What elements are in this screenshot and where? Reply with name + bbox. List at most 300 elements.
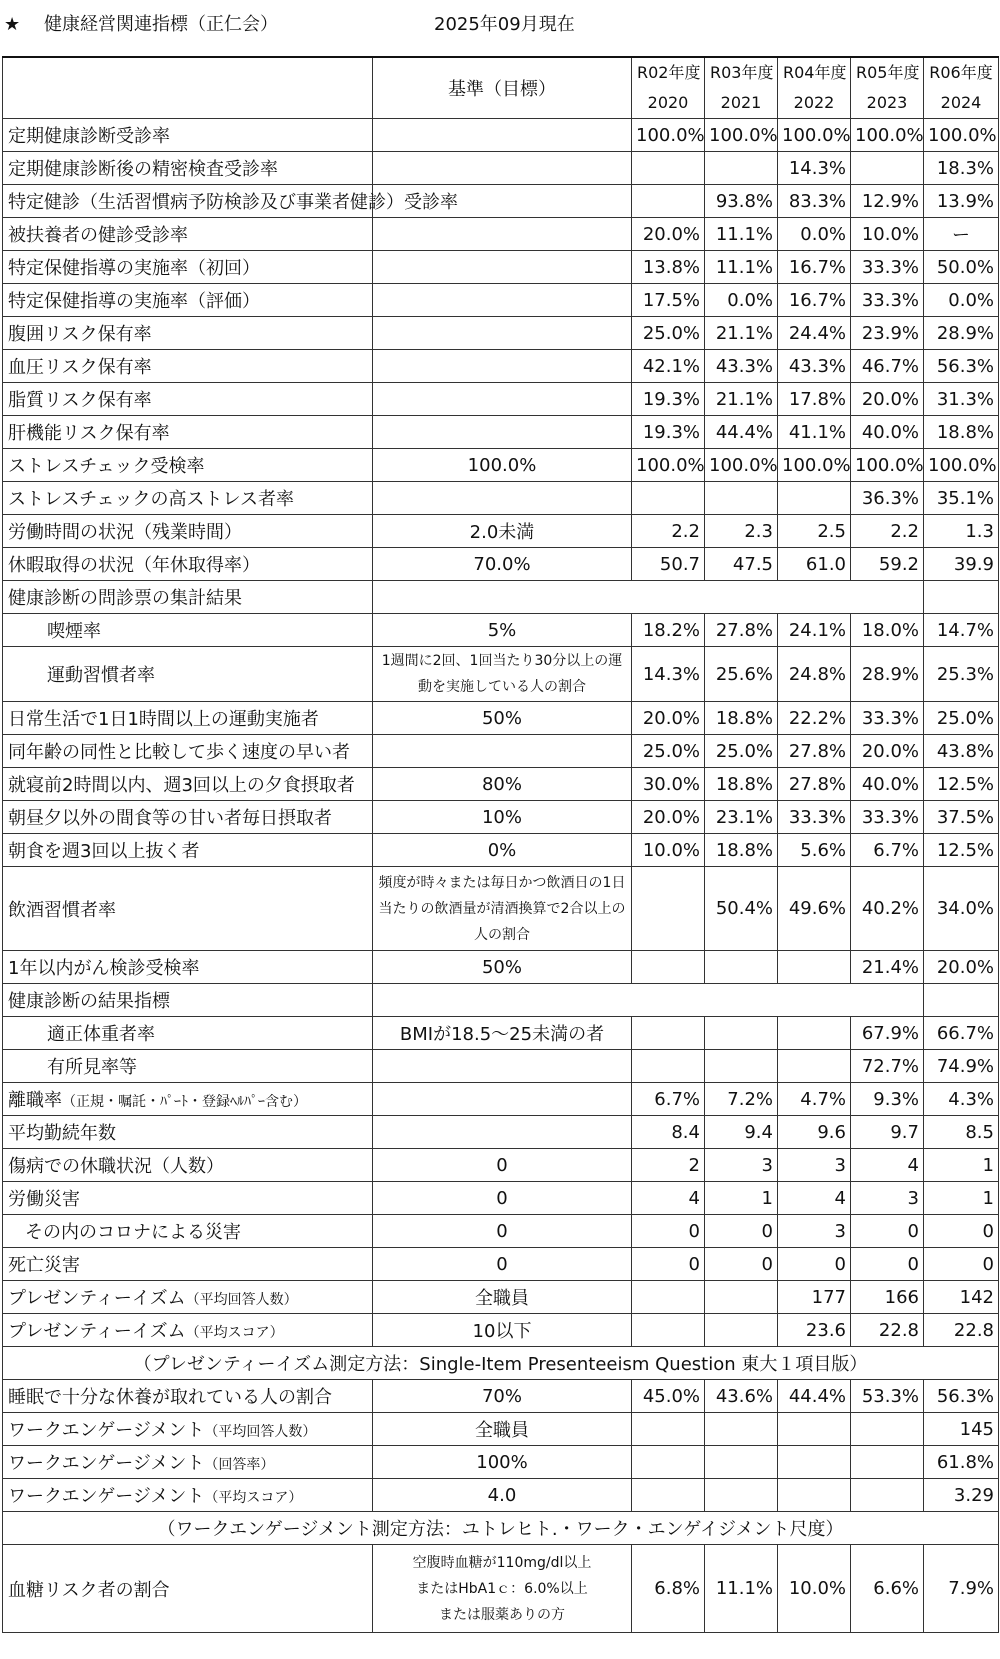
table-row — [3, 119, 999, 152]
row-standard: 50% — [373, 702, 632, 735]
row-label — [3, 1446, 373, 1479]
value-cell: 6.7% — [632, 1083, 705, 1116]
year-label: 2024 — [940, 93, 982, 112]
value-cell: 83.3% — [778, 185, 851, 218]
value-cell: 37.5% — [924, 801, 999, 834]
row-standard: 2.0未満 — [373, 515, 632, 548]
value-cell: 0.0% — [705, 284, 778, 317]
value-cell: 4 — [632, 1182, 705, 1215]
row-label-note: （平均回答人数） — [204, 1424, 317, 1440]
row-standard: 全職員 — [373, 1281, 632, 1314]
value-cell: 2.5 — [778, 515, 851, 548]
value-cell: 0 — [924, 1215, 999, 1248]
table-row — [3, 152, 999, 185]
value-cell: 44.4% — [705, 416, 778, 449]
value-cell: 12.5% — [924, 834, 999, 867]
value-cell: 40.0% — [851, 768, 924, 801]
year-label: 2023 — [866, 93, 908, 112]
value-cell: 2.3 — [705, 515, 778, 548]
row-label — [3, 1281, 373, 1314]
value-cell: 25.0% — [924, 702, 999, 735]
value-cell: 43.8% — [924, 735, 999, 768]
star-icon: ★ — [4, 14, 21, 35]
row-label-text: 1年以内がん検診受検率 — [8, 958, 200, 979]
table-row — [3, 449, 999, 482]
row-standard: 1週間に2回、1回当たり30分以上の運動を実施している人の割合 — [373, 647, 632, 702]
row-label-text: 運動習慣者率 — [47, 665, 155, 686]
value-cell: 7.2% — [705, 1083, 778, 1116]
value-cell: 20.0% — [851, 383, 924, 416]
value-cell: 25.0% — [705, 735, 778, 768]
table-row — [3, 548, 999, 581]
value-cell: 36.3% — [851, 482, 924, 515]
value-cell: 43.6% — [705, 1380, 778, 1413]
value-cell: 56.3% — [924, 350, 999, 383]
value-cell — [705, 482, 778, 515]
row-label — [3, 1182, 373, 1215]
value-cell: 0.0% — [924, 284, 999, 317]
value-cell: 18.8% — [705, 768, 778, 801]
value-cell: 23.1% — [705, 801, 778, 834]
era-label: R03年度 — [710, 63, 774, 82]
value-cell: 177 — [778, 1281, 851, 1314]
row-label — [3, 218, 373, 251]
value-cell: 6.6% — [851, 1545, 924, 1633]
row-label — [3, 1413, 373, 1446]
value-cell: 18.8% — [705, 702, 778, 735]
row-label-text: 特定保健指導の実施率（初回） — [8, 258, 260, 279]
table-row — [3, 1248, 999, 1281]
value-cell: 35.1% — [924, 482, 999, 515]
header-blank — [3, 57, 373, 119]
table-row — [3, 1149, 999, 1182]
table-row — [3, 1182, 999, 1215]
value-cell: 100.0% — [778, 119, 851, 152]
value-cell: 3 — [705, 1149, 778, 1182]
value-cell: 22.8 — [851, 1314, 924, 1347]
row-label-text: ストレスチェックの高ストレス者率 — [8, 489, 295, 510]
row-label — [3, 251, 373, 284]
value-cell — [632, 1446, 705, 1479]
table-row — [3, 515, 999, 548]
row-label — [3, 119, 373, 152]
value-cell: 59.2 — [851, 548, 924, 581]
row-label-text: 特定健診（生活習慣病予防検診及び事業者健診）受診率 — [8, 192, 458, 213]
row-standard — [373, 1083, 632, 1116]
row-label-text: 労働災害 — [8, 1189, 80, 1210]
row-standard: 0 — [373, 1248, 632, 1281]
row-label — [3, 1215, 373, 1248]
value-cell: 45.0% — [632, 1380, 705, 1413]
row-label — [3, 951, 373, 984]
row-label-note: （平均スコア） — [204, 1490, 303, 1506]
row-label-text: 定期健康診断受診率 — [8, 126, 170, 147]
table-row — [3, 867, 999, 951]
value-cell — [632, 1479, 705, 1512]
value-cell — [705, 1017, 778, 1050]
value-cell: 12.5% — [924, 768, 999, 801]
as-of-date: 2025年09月現在 — [434, 14, 575, 35]
method-note: （ワークエンゲージメント測定方法：ユトレヒト.・ワーク・エンゲイジメント尺度） — [3, 1512, 999, 1545]
value-cell: 0 — [924, 1248, 999, 1281]
row-label — [3, 702, 373, 735]
value-cell: 33.3% — [851, 284, 924, 317]
value-cell: 9.6 — [778, 1116, 851, 1149]
value-cell: 24.4% — [778, 317, 851, 350]
table-row — [3, 317, 999, 350]
row-label-text: ワークエンゲージメント — [8, 1420, 205, 1441]
value-cell: 18.2% — [632, 614, 705, 647]
value-cell: 30.0% — [632, 768, 705, 801]
value-cell: 0 — [851, 1248, 924, 1281]
value-cell — [705, 1050, 778, 1083]
section-row — [3, 984, 999, 1017]
row-standard: 100% — [373, 1446, 632, 1479]
value-cell: 27.8% — [705, 614, 778, 647]
value-cell — [778, 1479, 851, 1512]
value-cell: 39.9 — [924, 548, 999, 581]
value-cell: 50.7 — [632, 548, 705, 581]
value-cell: ー — [924, 218, 999, 251]
row-label — [3, 317, 373, 350]
value-cell: 16.7% — [778, 251, 851, 284]
value-cell: 25.0% — [632, 735, 705, 768]
value-cell — [778, 1050, 851, 1083]
value-cell: 4 — [778, 1182, 851, 1215]
value-cell: 100.0% — [778, 449, 851, 482]
row-label — [3, 383, 373, 416]
row-label — [3, 350, 373, 383]
value-cell: 2 — [632, 1149, 705, 1182]
row-standard: 4.0 — [373, 1479, 632, 1512]
row-label-note: （回答率） — [204, 1457, 275, 1473]
table-row — [3, 1446, 999, 1479]
value-cell: 8.4 — [632, 1116, 705, 1149]
value-cell — [778, 1446, 851, 1479]
row-label — [3, 735, 373, 768]
row-label-text: 朝食を週3回以上抜く者 — [8, 841, 200, 862]
row-label — [3, 614, 373, 647]
value-cell: 33.3% — [778, 801, 851, 834]
value-cell — [632, 1314, 705, 1347]
table-row — [3, 1479, 999, 1512]
value-cell: 1.3 — [924, 515, 999, 548]
row-standard: 50% — [373, 951, 632, 984]
value-cell: 10.0% — [778, 1545, 851, 1633]
table-row — [3, 416, 999, 449]
value-cell: 27.8% — [778, 735, 851, 768]
value-cell: 44.4% — [778, 1380, 851, 1413]
row-label-note: （平均スコア） — [185, 1325, 284, 1341]
value-cell: 2.2 — [851, 515, 924, 548]
era-label: R02年度 — [637, 63, 701, 82]
row-label-text: 血糖リスク者の割合 — [8, 1579, 170, 1601]
value-cell: 4.3% — [924, 1083, 999, 1116]
row-standard: 0% — [373, 834, 632, 867]
value-cell — [705, 1314, 778, 1347]
row-standard: 0 — [373, 1215, 632, 1248]
value-cell: 16.7% — [778, 284, 851, 317]
value-cell: 19.3% — [632, 383, 705, 416]
value-cell: 1 — [705, 1182, 778, 1215]
value-cell: 1 — [924, 1182, 999, 1215]
row-label — [3, 284, 373, 317]
table-row — [3, 482, 999, 515]
row-label-text: 労働時間の状況（残業時間） — [8, 522, 242, 543]
value-cell: 93.8% — [705, 185, 778, 218]
row-label — [3, 1314, 373, 1347]
value-cell — [778, 482, 851, 515]
value-cell: 3.29 — [924, 1479, 999, 1512]
table-row — [3, 647, 999, 702]
row-label-text: 朝昼夕以外の間食等の甘い者毎日摂取者 — [8, 808, 332, 829]
section-title: 健康診断の結果指標 — [3, 984, 373, 1017]
table-row — [3, 350, 999, 383]
value-cell: 20.0% — [924, 951, 999, 984]
value-cell — [632, 1413, 705, 1446]
value-cell: 3 — [778, 1149, 851, 1182]
section-title: 健康診断の問診票の集計結果 — [3, 581, 373, 614]
value-cell: 100.0% — [924, 119, 999, 152]
row-standard: 0 — [373, 1149, 632, 1182]
value-cell: 42.1% — [632, 350, 705, 383]
row-label-text: 日常生活で1日1時間以上の運動実施者 — [8, 709, 319, 730]
row-label — [3, 449, 373, 482]
value-cell: 0 — [632, 1215, 705, 1248]
value-cell: 4.7% — [778, 1083, 851, 1116]
value-cell: 40.2% — [851, 867, 924, 951]
era-label: R06年度 — [929, 63, 993, 82]
value-cell: 14.3% — [778, 152, 851, 185]
value-cell: 18.8% — [705, 834, 778, 867]
row-label-text: 離職率 — [8, 1090, 62, 1111]
value-cell: 166 — [851, 1281, 924, 1314]
row-standard: 5% — [373, 614, 632, 647]
value-cell: 3 — [778, 1215, 851, 1248]
row-label — [3, 801, 373, 834]
row-standard — [373, 152, 632, 185]
row-label-text: ワークエンゲージメント — [8, 1486, 205, 1507]
value-cell: 18.0% — [851, 614, 924, 647]
value-cell — [632, 1050, 705, 1083]
value-cell: 25.6% — [705, 647, 778, 702]
row-label — [3, 1017, 373, 1050]
value-cell — [705, 152, 778, 185]
value-cell: 1 — [924, 1149, 999, 1182]
table-row — [3, 185, 999, 218]
value-cell: 6.7% — [851, 834, 924, 867]
value-cell — [632, 867, 705, 951]
row-standard: 0 — [373, 1182, 632, 1215]
row-label-text: 脂質リスク保有率 — [8, 390, 152, 411]
value-cell: 74.9% — [924, 1050, 999, 1083]
section-blank — [924, 984, 999, 1017]
row-label — [3, 1083, 373, 1116]
value-cell — [705, 951, 778, 984]
value-cell: 4 — [851, 1149, 924, 1182]
value-cell: 23.9% — [851, 317, 924, 350]
row-standard — [373, 482, 632, 515]
year-label: 2021 — [720, 93, 762, 112]
row-standard — [373, 119, 632, 152]
health-metrics-table — [2, 56, 999, 1633]
header-year-2023 — [851, 57, 924, 119]
value-cell: 142 — [924, 1281, 999, 1314]
value-cell: 18.8% — [924, 416, 999, 449]
value-cell: 0.0% — [778, 218, 851, 251]
row-label — [3, 647, 373, 702]
table-row — [3, 614, 999, 647]
value-cell: 100.0% — [705, 119, 778, 152]
header-year-2024 — [924, 57, 999, 119]
value-cell: 33.3% — [851, 702, 924, 735]
note-row — [3, 1512, 999, 1545]
row-label — [3, 1479, 373, 1512]
row-label-text: 特定保健指導の実施率（評価） — [8, 291, 260, 312]
value-cell: 66.7% — [924, 1017, 999, 1050]
section-blank — [373, 984, 924, 1017]
value-cell — [851, 1413, 924, 1446]
value-cell: 11.1% — [705, 1545, 778, 1633]
row-label — [3, 515, 373, 548]
value-cell: 46.7% — [851, 350, 924, 383]
row-label-text: 被扶養者の健診受診率 — [8, 225, 188, 246]
value-cell: 100.0% — [924, 449, 999, 482]
value-cell — [632, 1017, 705, 1050]
value-cell: 28.9% — [851, 647, 924, 702]
value-cell — [851, 1446, 924, 1479]
value-cell: 27.8% — [778, 768, 851, 801]
row-label-text: 飲酒習慣者率 — [8, 899, 116, 921]
row-standard: BMIが18.5～25未満の者 — [373, 1017, 632, 1050]
value-cell — [851, 1479, 924, 1512]
value-cell: 100.0% — [705, 449, 778, 482]
row-label — [3, 185, 458, 218]
row-standard — [373, 251, 632, 284]
value-cell: 33.3% — [851, 801, 924, 834]
row-label — [3, 1248, 373, 1281]
table-row — [3, 1215, 999, 1248]
table-body — [3, 57, 999, 1633]
row-label — [3, 152, 373, 185]
row-standard: 70% — [373, 1380, 632, 1413]
value-cell: 14.7% — [924, 614, 999, 647]
value-cell: 34.0% — [924, 867, 999, 951]
row-standard: 10以下 — [373, 1314, 632, 1347]
row-label-text: 有所見率等 — [47, 1057, 137, 1078]
value-cell: 24.8% — [778, 647, 851, 702]
row-standard — [373, 383, 632, 416]
value-cell: 0 — [632, 1248, 705, 1281]
table-row — [3, 951, 999, 984]
table-row — [3, 1281, 999, 1314]
value-cell: 67.9% — [851, 1017, 924, 1050]
table-row — [3, 218, 999, 251]
value-cell — [632, 152, 705, 185]
value-cell: 21.1% — [705, 383, 778, 416]
value-cell: 0 — [705, 1248, 778, 1281]
row-label — [3, 1545, 373, 1633]
value-cell: 18.3% — [924, 152, 999, 185]
value-cell: 100.0% — [851, 449, 924, 482]
value-cell: 25.3% — [924, 647, 999, 702]
row-standard: 100.0% — [373, 449, 632, 482]
value-cell — [778, 951, 851, 984]
value-cell: 14.3% — [632, 647, 705, 702]
row-standard — [373, 1545, 632, 1633]
era-label: R05年度 — [856, 63, 920, 82]
standard-line: または服薬ありの方 — [439, 1606, 565, 1623]
section-row — [3, 581, 999, 614]
row-label-note: （平均回答人数） — [185, 1292, 298, 1308]
value-cell: 24.1% — [778, 614, 851, 647]
value-cell: 2.2 — [632, 515, 705, 548]
value-cell: 0 — [851, 1215, 924, 1248]
note-row — [3, 1347, 999, 1380]
header-year-2021 — [705, 57, 778, 119]
value-cell: 28.9% — [924, 317, 999, 350]
value-cell — [778, 1413, 851, 1446]
row-standard — [373, 350, 632, 383]
value-cell: 3 — [851, 1182, 924, 1215]
table-row — [3, 383, 999, 416]
row-label-text: プレゼンティーイズム — [8, 1288, 186, 1309]
row-label-text: 死亡災害 — [8, 1255, 80, 1276]
value-cell: 61.8% — [924, 1446, 999, 1479]
year-label: 2020 — [647, 93, 689, 112]
row-label-text: 就寝前2時間以内、週3回以上の夕食摂取者 — [8, 775, 355, 796]
value-cell: 19.3% — [632, 416, 705, 449]
row-label — [3, 834, 373, 867]
table-row — [3, 284, 999, 317]
value-cell: 21.1% — [705, 317, 778, 350]
table-row — [3, 1380, 999, 1413]
era-label: R04年度 — [783, 63, 847, 82]
header-year-2020 — [632, 57, 705, 119]
row-label — [3, 768, 373, 801]
value-cell: 33.3% — [851, 251, 924, 284]
value-cell — [778, 1017, 851, 1050]
year-label: 2022 — [793, 93, 835, 112]
row-standard: 10% — [373, 801, 632, 834]
table-row — [3, 1116, 999, 1149]
value-cell: 43.3% — [778, 350, 851, 383]
row-label — [3, 416, 373, 449]
value-cell — [705, 1413, 778, 1446]
value-cell: 20.0% — [851, 735, 924, 768]
value-cell: 10.0% — [632, 834, 705, 867]
value-cell: 50.4% — [705, 867, 778, 951]
value-cell: 17.5% — [632, 284, 705, 317]
row-label-text: 肝機能リスク保有率 — [8, 423, 170, 444]
value-cell: 25.0% — [632, 317, 705, 350]
row-label-text: 喫煙率 — [47, 621, 101, 642]
standard-line: 空腹時血糖が110mg/dl以上 — [412, 1554, 592, 1571]
table-row — [3, 801, 999, 834]
value-cell: 12.9% — [851, 185, 924, 218]
value-cell: 21.4% — [851, 951, 924, 984]
value-cell: 22.8 — [924, 1314, 999, 1347]
row-label — [3, 548, 373, 581]
row-label-text: 定期健康診断後の精密検査受診率 — [8, 159, 278, 180]
document-title — [4, 10, 994, 40]
value-cell: 50.0% — [924, 251, 999, 284]
value-cell: 100.0% — [632, 119, 705, 152]
value-cell — [705, 1479, 778, 1512]
value-cell — [705, 1281, 778, 1314]
value-cell: 17.8% — [778, 383, 851, 416]
value-cell: 9.7 — [851, 1116, 924, 1149]
